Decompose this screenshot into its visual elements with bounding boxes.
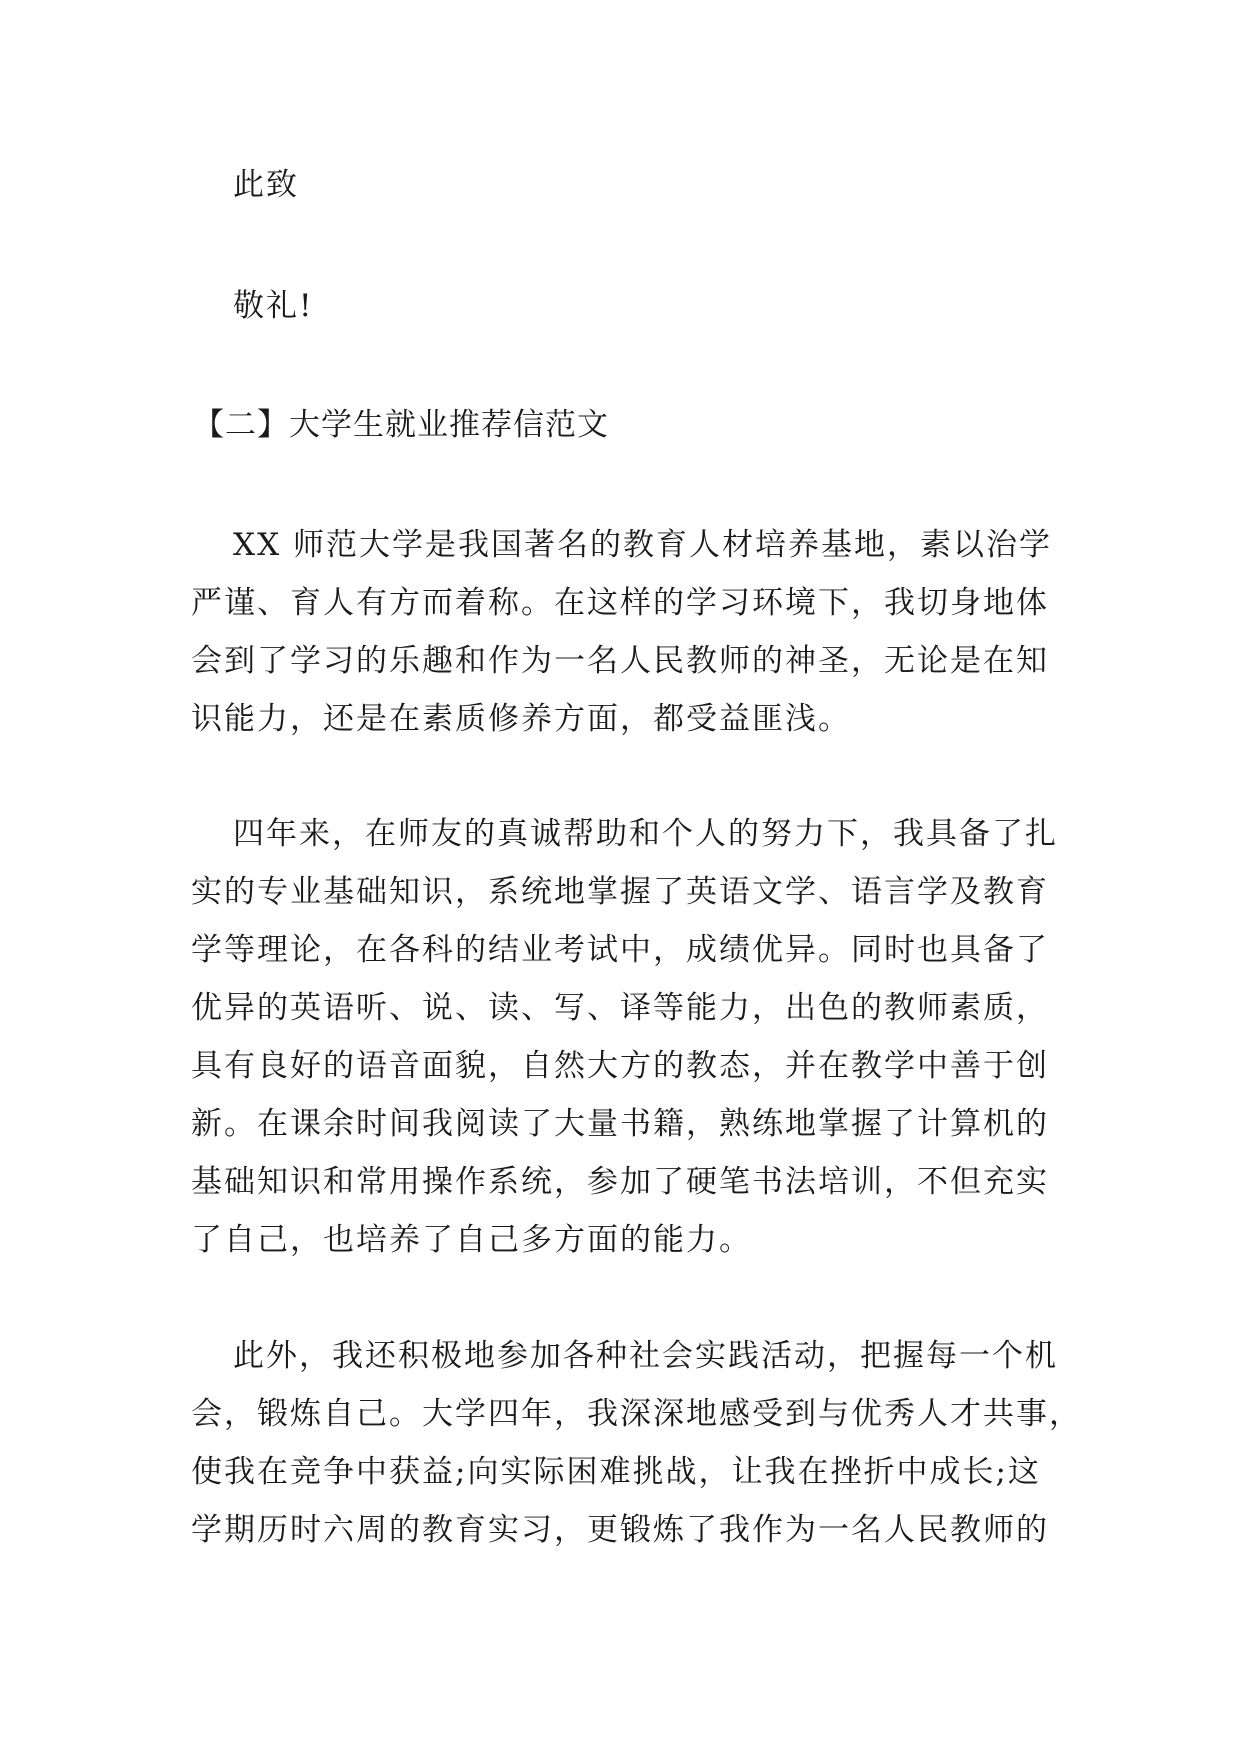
section-heading: 【二】大学生就业推荐信范文 (193, 407, 609, 443)
paragraph-line: 此外，我还积极地参加各种社会实践活动，把握每一个机 (233, 1338, 1058, 1374)
closing-salutation: 此致 (233, 167, 299, 203)
paragraph-line: 使我在竞争中获益;向实际困难挑战，让我在挫折中成长;这 (191, 1454, 1041, 1490)
paragraph-line: 了自己，也培养了自己多方面的能力。 (191, 1222, 752, 1258)
paragraph-line: 基础知识和常用操作系统，参加了硬笔书法培训，不但充实 (191, 1164, 1049, 1200)
paragraph-line: 实的专业基础知识，系统地掌握了英语文学、语言学及教育 (191, 874, 1049, 910)
paragraph-line: 新。在课余时间我阅读了大量书籍，熟练地掌握了计算机的 (191, 1106, 1049, 1142)
paragraph-line: 优异的英语听、说、读、写、译等能力，出色的教师素质， (191, 990, 1049, 1026)
paragraph-line: 四年来，在师友的真诚帮助和个人的努力下，我具备了扎 (233, 816, 1058, 852)
paragraph-line: 学等理论，在各科的结业考试中，成绩优异。同时也具备了 (191, 932, 1049, 968)
paragraph-line: 识能力，还是在素质修养方面，都受益匪浅。 (191, 701, 851, 737)
paragraph-line: XX 师范大学是我国著名的教育人材培养基地，素以治学 (233, 527, 1052, 563)
closing-regards: 敬礼! (233, 288, 314, 324)
paragraph-line: 具有良好的语音面貌，自然大方的教态，并在教学中善于创 (191, 1048, 1049, 1084)
paragraph-line: 严谨、育人有方而着称。在这样的学习环境下，我切身地体 (191, 585, 1049, 621)
paragraph-line: 学期历时六周的教育实习，更锻炼了我作为一名人民教师的 (191, 1512, 1049, 1548)
paragraph-line: 会到了学习的乐趣和作为一名人民教师的神圣，无论是在知 (191, 643, 1049, 679)
paragraph-line: 会，锻炼自己。大学四年，我深深地感受到与优秀人才共事， (191, 1396, 1082, 1432)
